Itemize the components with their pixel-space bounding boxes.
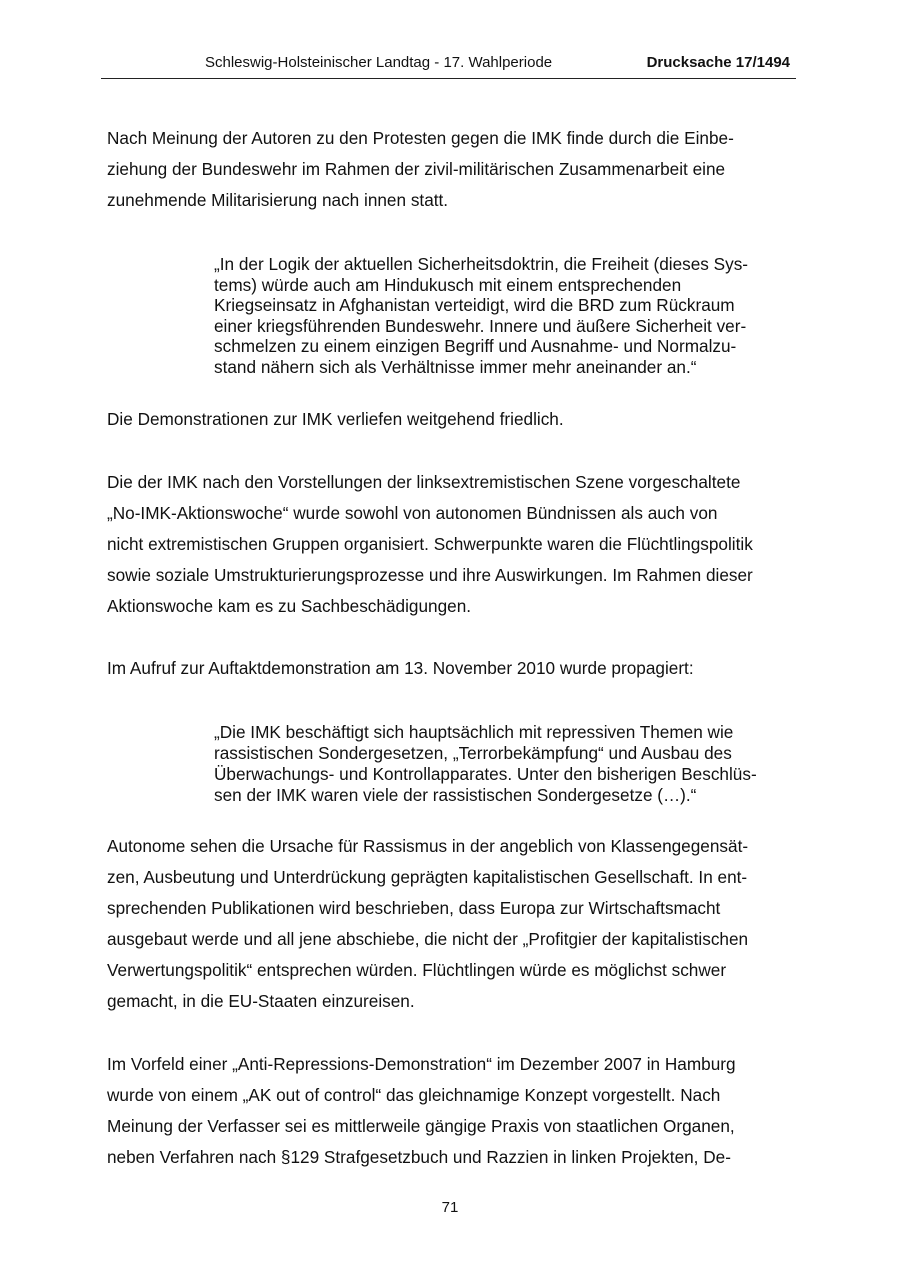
- quote-line: tems) würde auch am Hindukusch mit einem entsprechenden: [214, 275, 682, 295]
- document-number: Drucksache 17/1494: [646, 54, 790, 71]
- paragraph-line: Im Aufruf zur Auftaktdemonstration am 13. November 2010 wurde propagiert:: [107, 658, 694, 678]
- paragraph-line: Aktionswoche kam es zu Sachbeschädigungen.: [107, 596, 472, 616]
- paragraph-line: „No-IMK-Aktionswoche“ wurde sowohl von autonomen Bündnissen als auch von: [107, 503, 718, 523]
- header-title: Schleswig-Holsteinischer Landtag - 17. Wahlperiode: [205, 54, 553, 71]
- paragraph-line: sprechenden Publikationen wird beschrieben, dass Europa zur Wirtschaftsmacht: [107, 898, 721, 918]
- paragraph-line: sowie soziale Umstrukturierungsprozesse und ihre Auswirkungen. Im Rahmen dieser: [107, 565, 753, 585]
- paragraph-line: Nach Meinung der Autoren zu den Protesten gegen die IMK finde durch die Einbe-: [107, 128, 734, 148]
- paragraph-line: gemacht, in die EU-Staaten einzureisen.: [107, 991, 415, 1011]
- quote-line: „In der Logik der aktuellen Sicherheitsdoktrin, die Freiheit (dieses Sys-: [214, 254, 749, 274]
- paragraph-line: ziehung der Bundeswehr im Rahmen der zivil-militärischen Zusammenarbeit eine: [107, 159, 726, 179]
- paragraph-line: neben Verfahren nach §129 Strafgesetzbuch und Razzien in linken Projekten, De-: [107, 1147, 731, 1167]
- quote-line: einer kriegsführenden Bundeswehr. Innere und äußere Sicherheit ver-: [214, 316, 747, 336]
- paragraph-line: ausgebaut werde und all jene abschiebe, die nicht der „Profitgier der kapitalistischen: [107, 929, 749, 949]
- quote-line: sen der IMK waren viele der rassistischen Sondergesetze (…).“: [214, 785, 697, 805]
- paragraph-line: Die Demonstrationen zur IMK verliefen weitgehend friedlich.: [107, 409, 564, 429]
- quote-line: „Die IMK beschäftigt sich hauptsächlich mit repressiven Themen wie: [214, 722, 734, 742]
- paragraph-line: wurde von einem „AK out of control“ das gleichnamige Konzept vorgestellt. Nach: [107, 1085, 721, 1105]
- quote-line: stand nähern sich als Verhältnisse immer mehr aneinander an.“: [214, 357, 697, 377]
- paragraph-line: Die der IMK nach den Vorstellungen der linksextremistischen Szene vorgeschaltete: [107, 472, 741, 492]
- paragraph-line: Verwertungspolitik“ entsprechen würden. Flüchtlingen würde es möglichst schwer: [107, 960, 727, 980]
- paragraph-line: nicht extremistischen Gruppen organisiert. Schwerpunkte waren die Flüchtlingspolitik: [107, 534, 753, 554]
- quote-line: Kriegseinsatz in Afghanistan verteidigt, wird die BRD zum Rückraum: [214, 295, 735, 315]
- paragraph-line: Autonome sehen die Ursache für Rassismus in der angeblich von Klassengegensät-: [107, 836, 749, 856]
- page-number: 71: [441, 1199, 459, 1216]
- page-header: [101, 52, 796, 79]
- quote-line: rassistischen Sondergesetzen, „Terrorbekämpfung“ und Ausbau des: [214, 743, 732, 763]
- quote-line: schmelzen zu einem einzigen Begriff und Ausnahme- und Normalzu-: [214, 336, 737, 356]
- paragraph-line: zen, Ausbeutung und Unterdrückung geprägten kapitalistischen Gesellschaft. In ent-: [107, 867, 748, 887]
- paragraph-line: Im Vorfeld einer „Anti-Repressions-Demonstration“ im Dezember 2007 in Hamburg: [107, 1054, 736, 1074]
- quote-line: Überwachungs- und Kontrollapparates. Unter den bisherigen Beschlüs-: [214, 764, 757, 784]
- paragraph-line: Meinung der Verfasser sei es mittlerweile gängige Praxis von staatlichen Organen,: [107, 1116, 735, 1136]
- paragraph-line: zunehmende Militarisierung nach innen statt.: [107, 190, 449, 210]
